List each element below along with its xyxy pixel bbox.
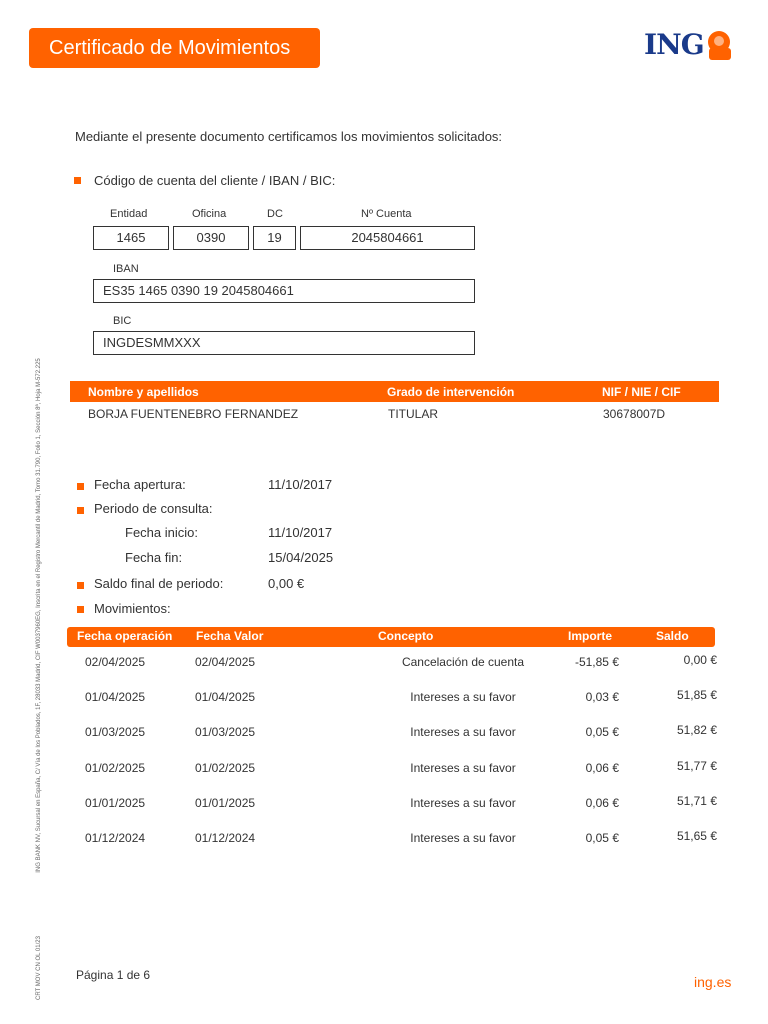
row-op-date: 01/02/2025: [85, 761, 146, 775]
row-value-date: 01/12/2024: [195, 831, 256, 845]
holder-grade-header: Grado de intervención: [387, 385, 515, 399]
row-concept: Cancelación de cuenta: [401, 655, 525, 669]
bullet-icon: [77, 507, 84, 514]
row-amount: 0,03 €: [585, 690, 619, 704]
row-op-date: 01/04/2025: [85, 690, 146, 704]
op-header: Fecha operación: [77, 629, 173, 643]
row-amount: -51,85 €: [574, 655, 619, 669]
row-amount: 0,05 €: [585, 725, 619, 739]
table-row: [67, 828, 717, 863]
account-heading: Código de cuenta del cliente / IBAN / BIC:: [94, 173, 336, 188]
fecha-inicio-value: 11/10/2017: [268, 525, 333, 540]
valor-header: Fecha Valor: [196, 629, 264, 643]
row-balance: 51,65 €: [676, 829, 717, 843]
row-balance: 51,82 €: [676, 723, 717, 737]
table-row: [67, 758, 717, 793]
row-balance: 0,00 €: [683, 653, 717, 667]
row-op-date: 01/01/2025: [85, 796, 146, 810]
row-concept: Intereses a su favor: [410, 831, 516, 845]
dc-label: DC: [267, 208, 283, 220]
logo-text: ING: [644, 28, 704, 61]
bic-label: BIC: [113, 315, 132, 327]
page-title: Certificado de Movimientos: [29, 28, 320, 68]
row-amount: 0,06 €: [585, 761, 619, 775]
oficina-label: Oficina: [192, 208, 227, 220]
holder-nif-header: NIF / NIE / CIF: [602, 385, 681, 399]
row-balance: 51,71 €: [676, 794, 717, 808]
movements-table-header: [67, 627, 715, 647]
holder-row: [70, 406, 719, 426]
row-value-date: 01/02/2025: [195, 761, 256, 775]
fecha-apertura-label: Fecha apertura:: [94, 477, 186, 492]
importe-header: Importe: [568, 629, 613, 643]
intro-text: Mediante el presente documento certificamos los movimientos solicitados:: [75, 129, 503, 144]
ing-logo: [644, 26, 738, 66]
bic-value: INGDESMMXXX: [93, 331, 475, 355]
row-concept: Intereses a su favor: [410, 725, 516, 739]
row-balance: 51,77 €: [676, 759, 717, 773]
holder-table-header: [70, 381, 719, 402]
bullet-icon: [77, 582, 84, 589]
lion-icon: [700, 26, 738, 64]
row-op-date: 01/03/2025: [85, 725, 146, 739]
movimientos-label: Movimientos:: [94, 601, 171, 616]
holder-name: BORJA FUENTENEBRO FERNANDEZ: [88, 407, 299, 421]
row-value-date: 01/01/2025: [195, 796, 256, 810]
bullet-icon: [77, 606, 84, 613]
entidad-value: 1465: [93, 226, 169, 250]
cuenta-value: 2045804661: [300, 226, 475, 250]
row-balance: 51,85 €: [676, 688, 717, 702]
concepto-header: Concepto: [378, 629, 434, 643]
saldo-final-value: 0,00 €: [268, 576, 305, 591]
row-value-date: 01/04/2025: [195, 690, 256, 704]
bullet-icon: [74, 177, 81, 184]
page-number: Página 1 de 6: [76, 968, 151, 982]
cuenta-label: Nº Cuenta: [361, 208, 412, 220]
fecha-inicio-label: Fecha inicio:: [125, 525, 198, 540]
bullet-icon: [77, 483, 84, 490]
saldo-header: Saldo: [656, 629, 689, 643]
table-row: [67, 652, 717, 687]
dc-value: 19: [253, 226, 296, 250]
row-amount: 0,05 €: [585, 831, 619, 845]
row-op-date: 02/04/2025: [85, 655, 146, 669]
ing-website-link[interactable]: ing.es: [694, 974, 732, 990]
fecha-fin-label: Fecha fin:: [125, 550, 183, 565]
table-row: [67, 793, 717, 828]
holder-nif: 30678007D: [603, 407, 666, 421]
row-value-date: 02/04/2025: [195, 655, 256, 669]
row-concept: Intereses a su favor: [410, 796, 516, 810]
iban-label: IBAN: [113, 263, 139, 275]
entidad-label: Entidad: [110, 208, 148, 220]
iban-value: ES35 1465 0390 19 2045804661: [93, 279, 475, 303]
row-amount: 0,06 €: [585, 796, 619, 810]
row-op-date: 01/12/2024: [85, 831, 146, 845]
holder-grade: TITULAR: [388, 407, 439, 421]
fecha-fin-value: 15/04/2025: [268, 550, 334, 565]
oficina-value: 0390: [173, 226, 249, 250]
table-row: [67, 722, 717, 757]
fecha-apertura-value: 11/10/2017: [268, 477, 333, 492]
table-row: [67, 687, 717, 722]
row-concept: Intereses a su favor: [410, 761, 516, 775]
row-concept: Intereses a su favor: [410, 690, 516, 704]
row-value-date: 01/03/2025: [195, 725, 256, 739]
holder-name-header: Nombre y apellidos: [88, 385, 199, 399]
side-code: CRT MOV CN OL 01/23: [36, 936, 42, 1000]
periodo-label: Periodo de consulta:: [94, 501, 213, 516]
saldo-final-label: Saldo final de periodo:: [94, 576, 224, 591]
legal-side-note: [36, 180, 42, 1000]
side-legal: ING BANK NV, Sucursal en España, C/ Vía de los Poblados, 1F, 28033 Madrid, CIF W0037960EG, Inscrita en el Registro Mercantil de Madrid, Tomo 31.790, Folio 1, Sección 8ª, Hoja M-572.225: [36, 358, 42, 873]
